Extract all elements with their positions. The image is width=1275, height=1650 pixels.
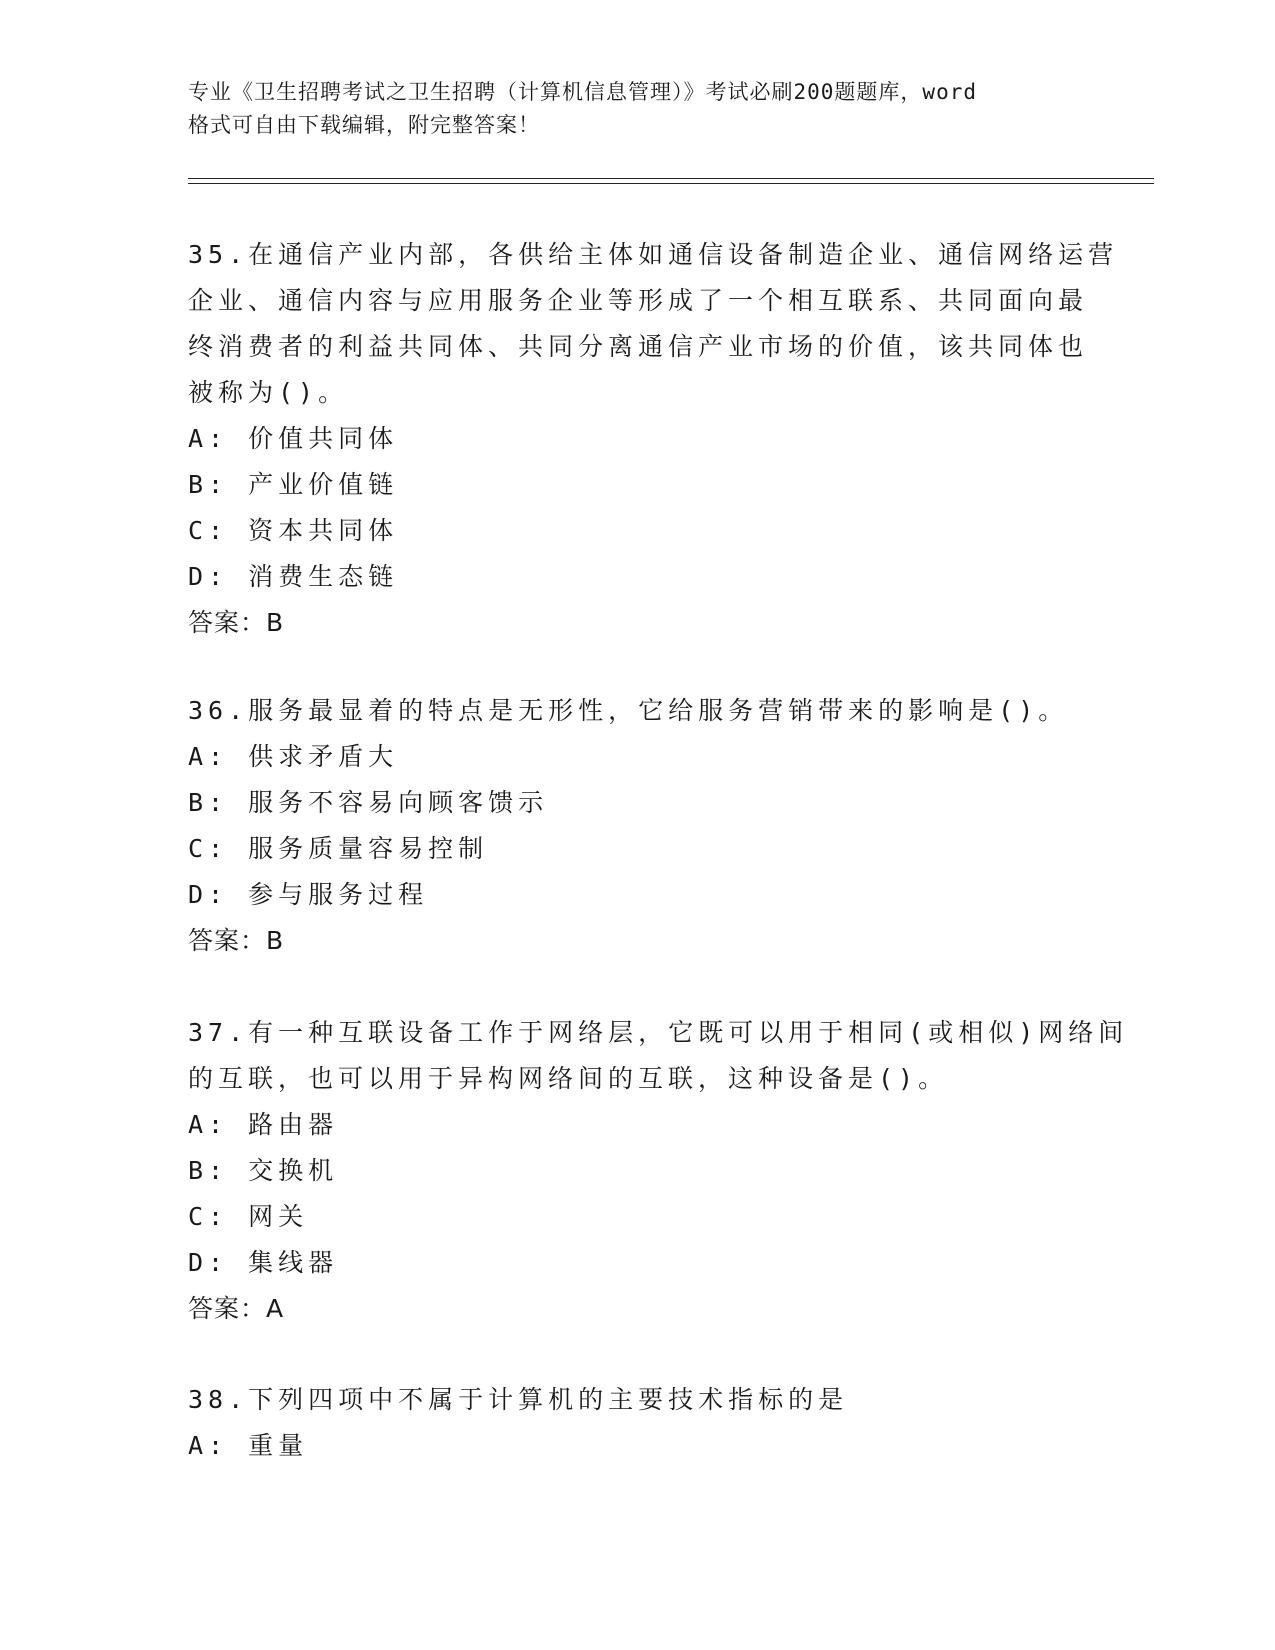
option-a: A: 价值共同体 — [188, 424, 399, 453]
option-b: B: 交换机 — [188, 1156, 339, 1185]
option-c: C: 资本共同体 — [188, 516, 399, 545]
question-stem-line: 被称为()。 — [188, 378, 349, 407]
option-a: A: 路由器 — [188, 1110, 339, 1139]
option-c: C: 服务质量容易控制 — [188, 834, 489, 863]
answer-line: 答案：B — [188, 608, 285, 637]
question-36 — [188, 688, 1088, 964]
question-stem-line: 35.在通信产业内部，各供给主体如通信设备制造企业、通信网络运营 — [188, 240, 1119, 269]
header-divider-bottom — [188, 183, 1154, 184]
question-38 — [188, 1377, 1088, 1469]
answer-line: 答案：A — [188, 1294, 285, 1323]
question-stem-line: 36.服务最显着的特点是无形性，它给服务营销带来的影响是()。 — [188, 696, 1069, 725]
answer-line: 答案：B — [188, 926, 285, 955]
option-b: B: 产业价值链 — [188, 470, 399, 499]
option-d: D: 参与服务过程 — [188, 880, 429, 909]
header-divider-top — [188, 178, 1154, 179]
question-stem-line: 37.有一种互联设备工作于网络层，它既可以用于相同(或相似)网络间 — [188, 1018, 1129, 1047]
header-title-line-1: 专业《卫生招聘考试之卫生招聘（计算机信息管理）》考试必刷200题题库，word — [188, 80, 977, 104]
question-stem-line: 终消费者的利益共同体、共同分离通信产业市场的价值，该共同体也 — [188, 332, 1089, 361]
option-d: D: 集线器 — [188, 1248, 339, 1277]
document-header — [188, 76, 1088, 142]
question-35 — [188, 232, 1119, 646]
question-37 — [188, 1010, 1129, 1332]
option-b: B: 服务不容易向顾客馈示 — [188, 788, 549, 817]
question-stem-line: 38.下列四项中不属于计算机的主要技术指标的是 — [188, 1385, 849, 1414]
question-stem-line: 企业、通信内容与应用服务企业等形成了一个相互联系、共同面向最 — [188, 286, 1089, 315]
header-title-line-2: 格式可自由下载编辑，附完整答案！ — [188, 113, 540, 137]
option-c: C: 网关 — [188, 1202, 309, 1231]
question-stem-line: 的互联，也可以用于异构网络间的互联，这种设备是()。 — [188, 1064, 949, 1093]
option-a: A: 重量 — [188, 1431, 309, 1460]
option-a: A: 供求矛盾大 — [188, 742, 399, 771]
option-d: D: 消费生态链 — [188, 562, 399, 591]
